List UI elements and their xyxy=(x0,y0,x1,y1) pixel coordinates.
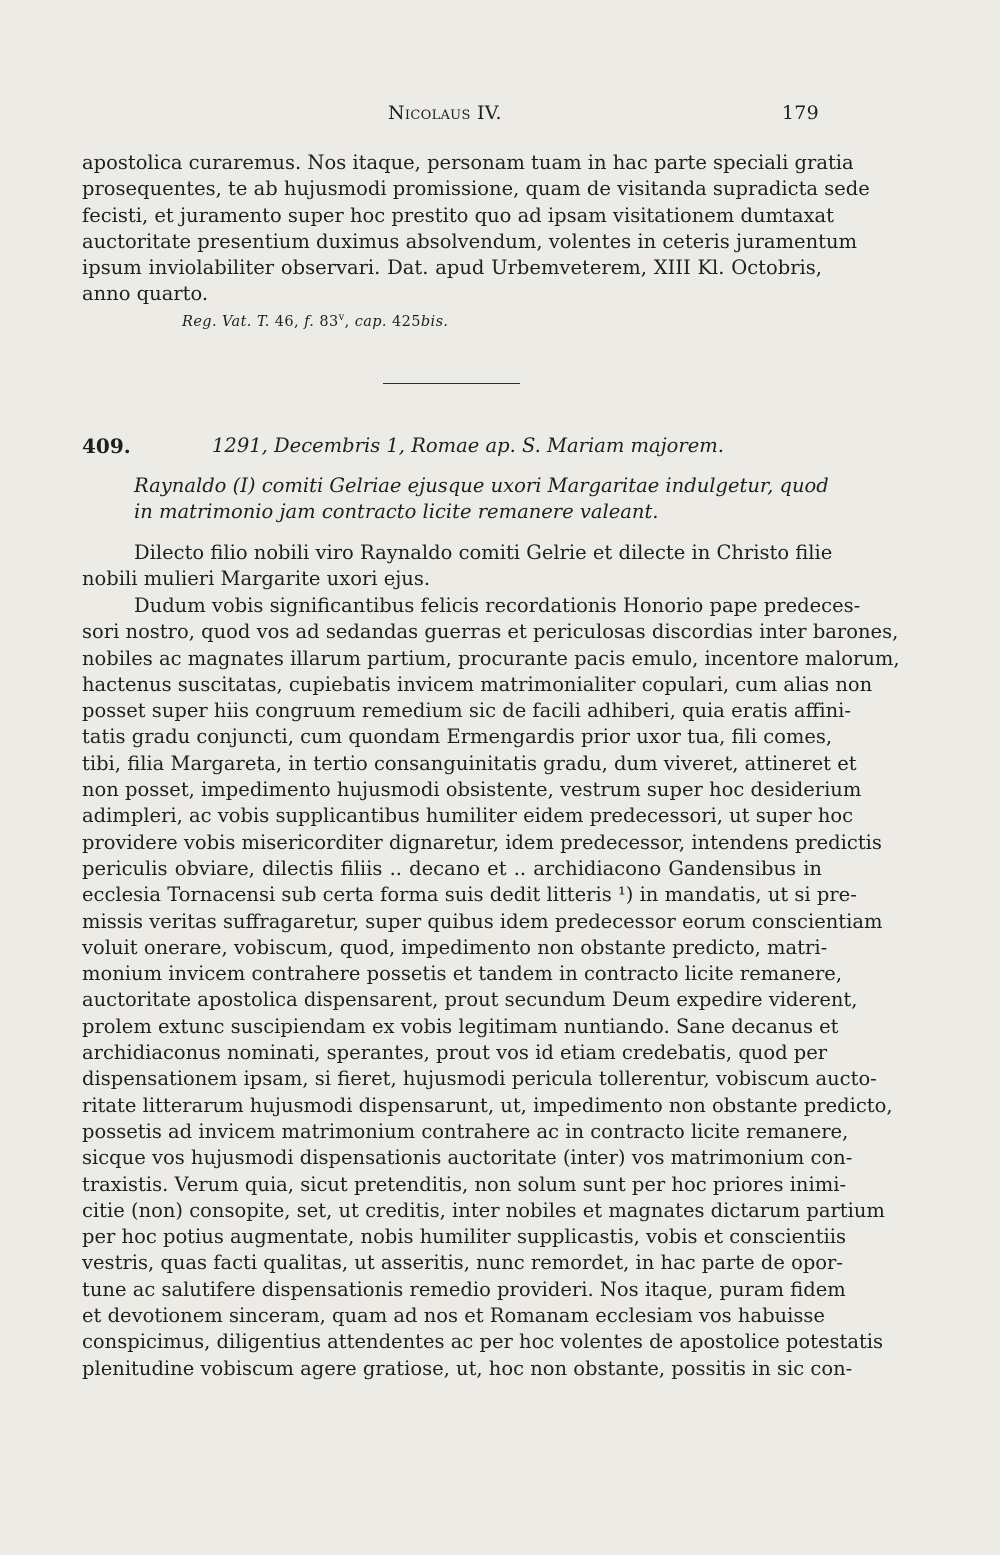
text-line: ritate litterarum hujusmodi dispensarunt, ut, impedimento non obstante predicto, xyxy=(82,1093,893,1117)
text-line: apostolica curaremus. Nos itaque, personam tuam in hac parte speciali gratia xyxy=(82,151,854,174)
document-date: 1291, Decembris 1, Romae ap. S. Mariam majorem. xyxy=(212,434,724,457)
text-line: non posset, impedimento hujusmodi obsistente, vestrum super hoc desiderium xyxy=(82,778,862,802)
text-line: tune ac salutifere dispensationis remedio provideri. Nos itaque, puram fidem xyxy=(82,1277,846,1301)
text-line: nobili mulieri Margarite uxori ejus. xyxy=(82,567,431,591)
text-line: archidiaconus nominati, sperantes, prout vos id etiam credebatis, quod per xyxy=(82,1041,828,1065)
text-line: ipsum inviolabiliter observari. Dat. apud Urbemveterem, XIII Kl. Octobris, xyxy=(82,256,822,280)
text-line: posset super hiis congruum remedium sic de facili adhiberi, quia eratis affini- xyxy=(82,699,851,723)
text-line: et devotionem sinceram, quam ad nos et Romanam ecclesiam vos habuisse xyxy=(82,1304,825,1328)
text-line: voluit onerare, vobiscum, quod, impedimento non obstante predicto, matri- xyxy=(82,935,828,959)
section-divider xyxy=(383,383,520,384)
text-line: possetis ad invicem matrimonium contrahere ac in contracto licite remanere, xyxy=(82,1119,849,1143)
running-title: Nicolaus IV. xyxy=(388,102,502,124)
text-line: nobiles ac magnates illarum partium, procurante pacis emulo, incentore malorum, xyxy=(82,646,900,670)
text-line: providere vobis misericorditer dignaretur, idem predecessor, intendens predictis xyxy=(82,830,882,854)
text-line: periculis obviare, dilectis filiis .. decano et .. archidiacono Gandensibus in xyxy=(82,856,822,880)
text-line: Dilecto filio nobili viro Raynaldo comiti Gelrie et dilecte in Christo filie xyxy=(134,541,833,564)
text-line: Dudum vobis significantibus felicis recordationis Honorio pape predeces- xyxy=(134,594,861,617)
text-line: tatis gradu conjuncti, cum quondam Ermengardis prior uxor tua, fili comes, xyxy=(82,725,833,749)
text-line: traxistis. Verum quia, sicut pretenditis, non solum sunt per hoc priores inimi- xyxy=(82,1172,847,1196)
text-line: citie (non) consopite, set, ut creditis, inter nobiles et magnates dictarum partium xyxy=(82,1198,885,1222)
text-line: ecclesia Tornacensi sub certa forma suis dedit litteris ¹) in mandatis, ut si pre- xyxy=(82,883,857,907)
text-line: anno quarto. xyxy=(82,282,209,306)
text-line: sicque vos hujusmodi dispensationis auctoritate (inter) vos matrimonium con- xyxy=(82,1146,853,1170)
text-line: plenitudine vobiscum agere gratiose, ut, hoc non obstante, possitis in sic con- xyxy=(82,1356,853,1380)
summary-line: Raynaldo (I) comiti Gelriae ejusque uxori Margaritae indulgetur, quod xyxy=(134,474,829,497)
text-line: dispensationem ipsam, si fieret, hujusmodi pericula tollerentur, vobiscum aucto- xyxy=(82,1067,877,1091)
document-number: 409. xyxy=(82,434,131,458)
text-line: tibi, filia Margareta, in tertio consanguinitatis gradu, dum viveret, attineret et xyxy=(82,751,857,775)
text-line: per hoc potius augmentate, nobis humiliter supplicastis, vobis et conscientiis xyxy=(82,1225,847,1249)
text-line: prosequentes, te ab hujusmodi promissione, quam de visitanda supradicta sede xyxy=(82,177,870,201)
source-reference: Reg. Vat. T. 46, f. 83$^v$, cap. 425bis. xyxy=(182,312,449,330)
text-line: auctoritate apostolica dispensarent, prout secundum Deum expedire viderent, xyxy=(82,988,858,1012)
text-line: prolem extunc suscipiendam ex vobis legitimam nuntiando. Sane decanus et xyxy=(82,1014,839,1038)
running-header xyxy=(82,98,822,128)
text-line: sori nostro, quod vos ad sedandas guerras et periculosas discordias inter barones, xyxy=(82,620,899,644)
text-line: fecisti, et juramento super hoc prestito quo ad ipsam visitationem dumtaxat xyxy=(82,203,834,227)
text-line: hactenus suscitatas, cupiebatis invicem matrimonialiter copulari, cum alias non xyxy=(82,672,873,696)
summary-line: in matrimonio jam contracto licite remanere valeant. xyxy=(134,500,659,524)
text-line: missis veritas suffragaretur, super quibus idem predecessor eorum conscientiam xyxy=(82,909,883,933)
body-paragraph xyxy=(82,593,900,1382)
continuation-paragraph xyxy=(82,150,870,308)
page-number: 179 xyxy=(781,102,819,124)
text-line: adimpleri, ac vobis supplicantibus humiliter eidem predecessori, ut super hoc xyxy=(82,804,854,828)
text-line: vestris, quas facti qualitas, ut asseritis, nunc remordet, in hac parte de opor- xyxy=(82,1251,843,1275)
document-summary xyxy=(134,473,829,526)
text-line: conspicimus, diligentius attendentes ac per hoc volentes de apostolice potestatis xyxy=(82,1330,884,1354)
text-line: auctoritate presentium duximus absolvendum, volentes in ceteris juramentum xyxy=(82,229,858,253)
address-paragraph xyxy=(82,540,833,593)
text-line: monium invicem contrahere possetis et tandem in contracto licite remanere, xyxy=(82,962,843,986)
